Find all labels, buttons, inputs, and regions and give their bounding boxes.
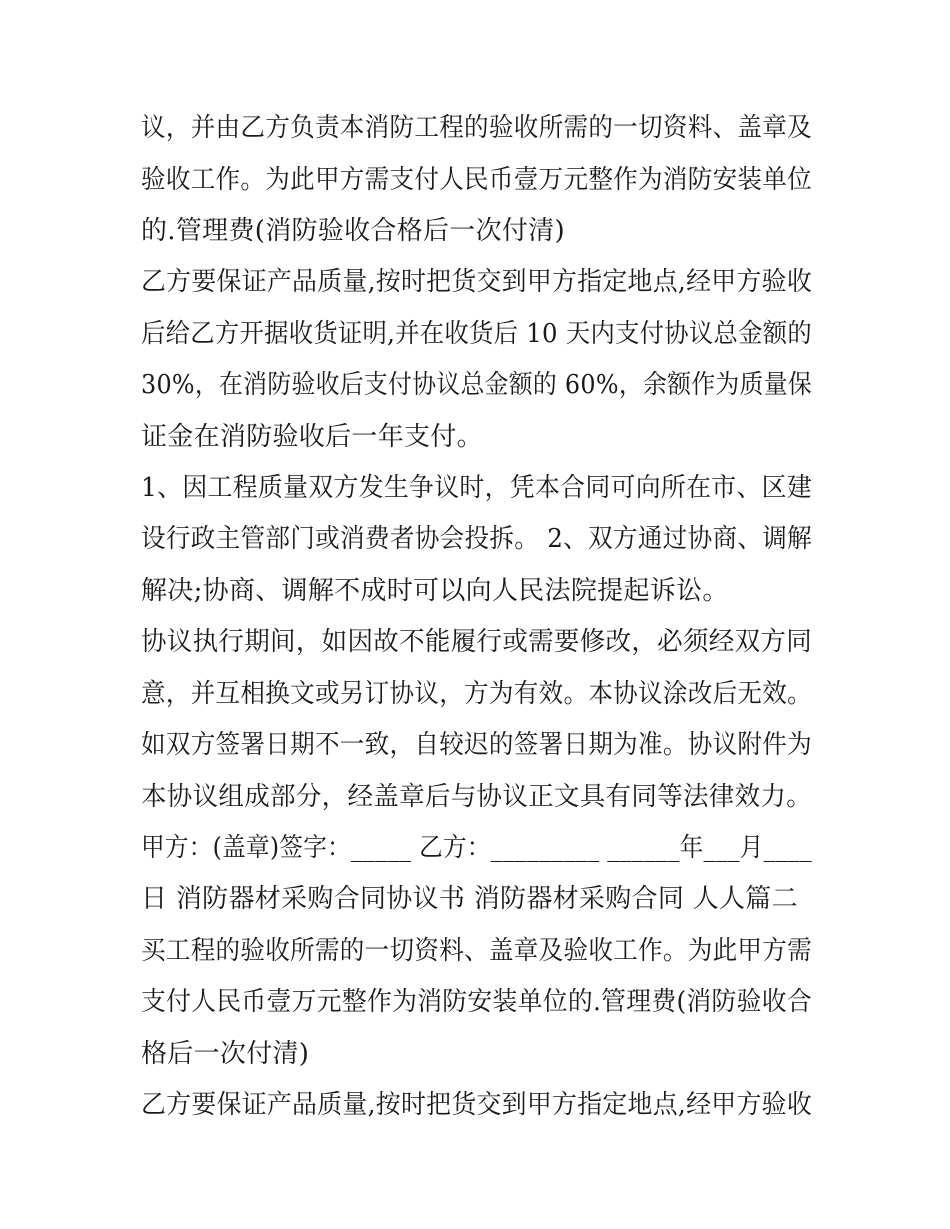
text-line: 1、因工程质量双方发生争议时，凭本合同可向所在市、区建 xyxy=(141,473,813,503)
text-line: 如双方签署日期不一致，自较迟的签署日期为准。协议附件为 xyxy=(141,730,812,760)
text-line: 格后一次付清) xyxy=(141,1039,310,1069)
text-line: 的.管理费(消防验收合格后一次付清) xyxy=(141,216,565,246)
text-line: 支付人民币壹万元整作为消防安装单位的.管理费(消防验收合 xyxy=(141,987,812,1017)
text-line: 协议执行期间，如因故不能履行或需要修改，必须经双方同 xyxy=(141,627,813,657)
text-line: 乙方要保证产品质量,按时把货交到甲方指定地点,经甲方验收 xyxy=(141,267,813,297)
text-line: 乙方要保证产品质量,按时把货交到甲方指定地点,经甲方验收 xyxy=(141,1090,813,1120)
text-line: 买工程的验收所需的一切资料、盖章及验收工作。为此甲方需 xyxy=(141,936,812,966)
signature-line: 甲方：(盖章)签字：_____ 乙方：_________ ______年___月____ xyxy=(141,833,812,863)
text-line: 议，并由乙方负责本消防工程的验收所需的一切资料、盖章及 xyxy=(141,113,812,143)
text-line: 解决;协商、调解不成时可以向人民法院提起诉讼。 xyxy=(141,576,729,606)
text-line: 日 消防器材采购合同协议书 消防器材采购合同 人人篇二 xyxy=(141,884,798,914)
text-line: 证金在消防验收后一年支付。 xyxy=(141,422,483,452)
text-line: 后给乙方开据收货证明,并在收货后 10 天内支付协议总金额的 xyxy=(141,319,813,349)
text-line: 验收工作。为此甲方需支付人民币壹万元整作为消防安装单位 xyxy=(141,165,812,195)
text-line: 设行政主管部门或消费者协会投拆。 2、双方通过协商、调解 xyxy=(141,524,812,554)
text-line: 30%，在消防验收后支付协议总金额的 60%，余额作为质量保 xyxy=(141,370,812,400)
text-line: 意，并互相换文或另订协议，方为有效。本协议涂改后无效。 xyxy=(141,679,812,709)
text-line: 本协议组成部分，经盖章后与协议正文具有同等法律效力。 xyxy=(141,782,813,812)
